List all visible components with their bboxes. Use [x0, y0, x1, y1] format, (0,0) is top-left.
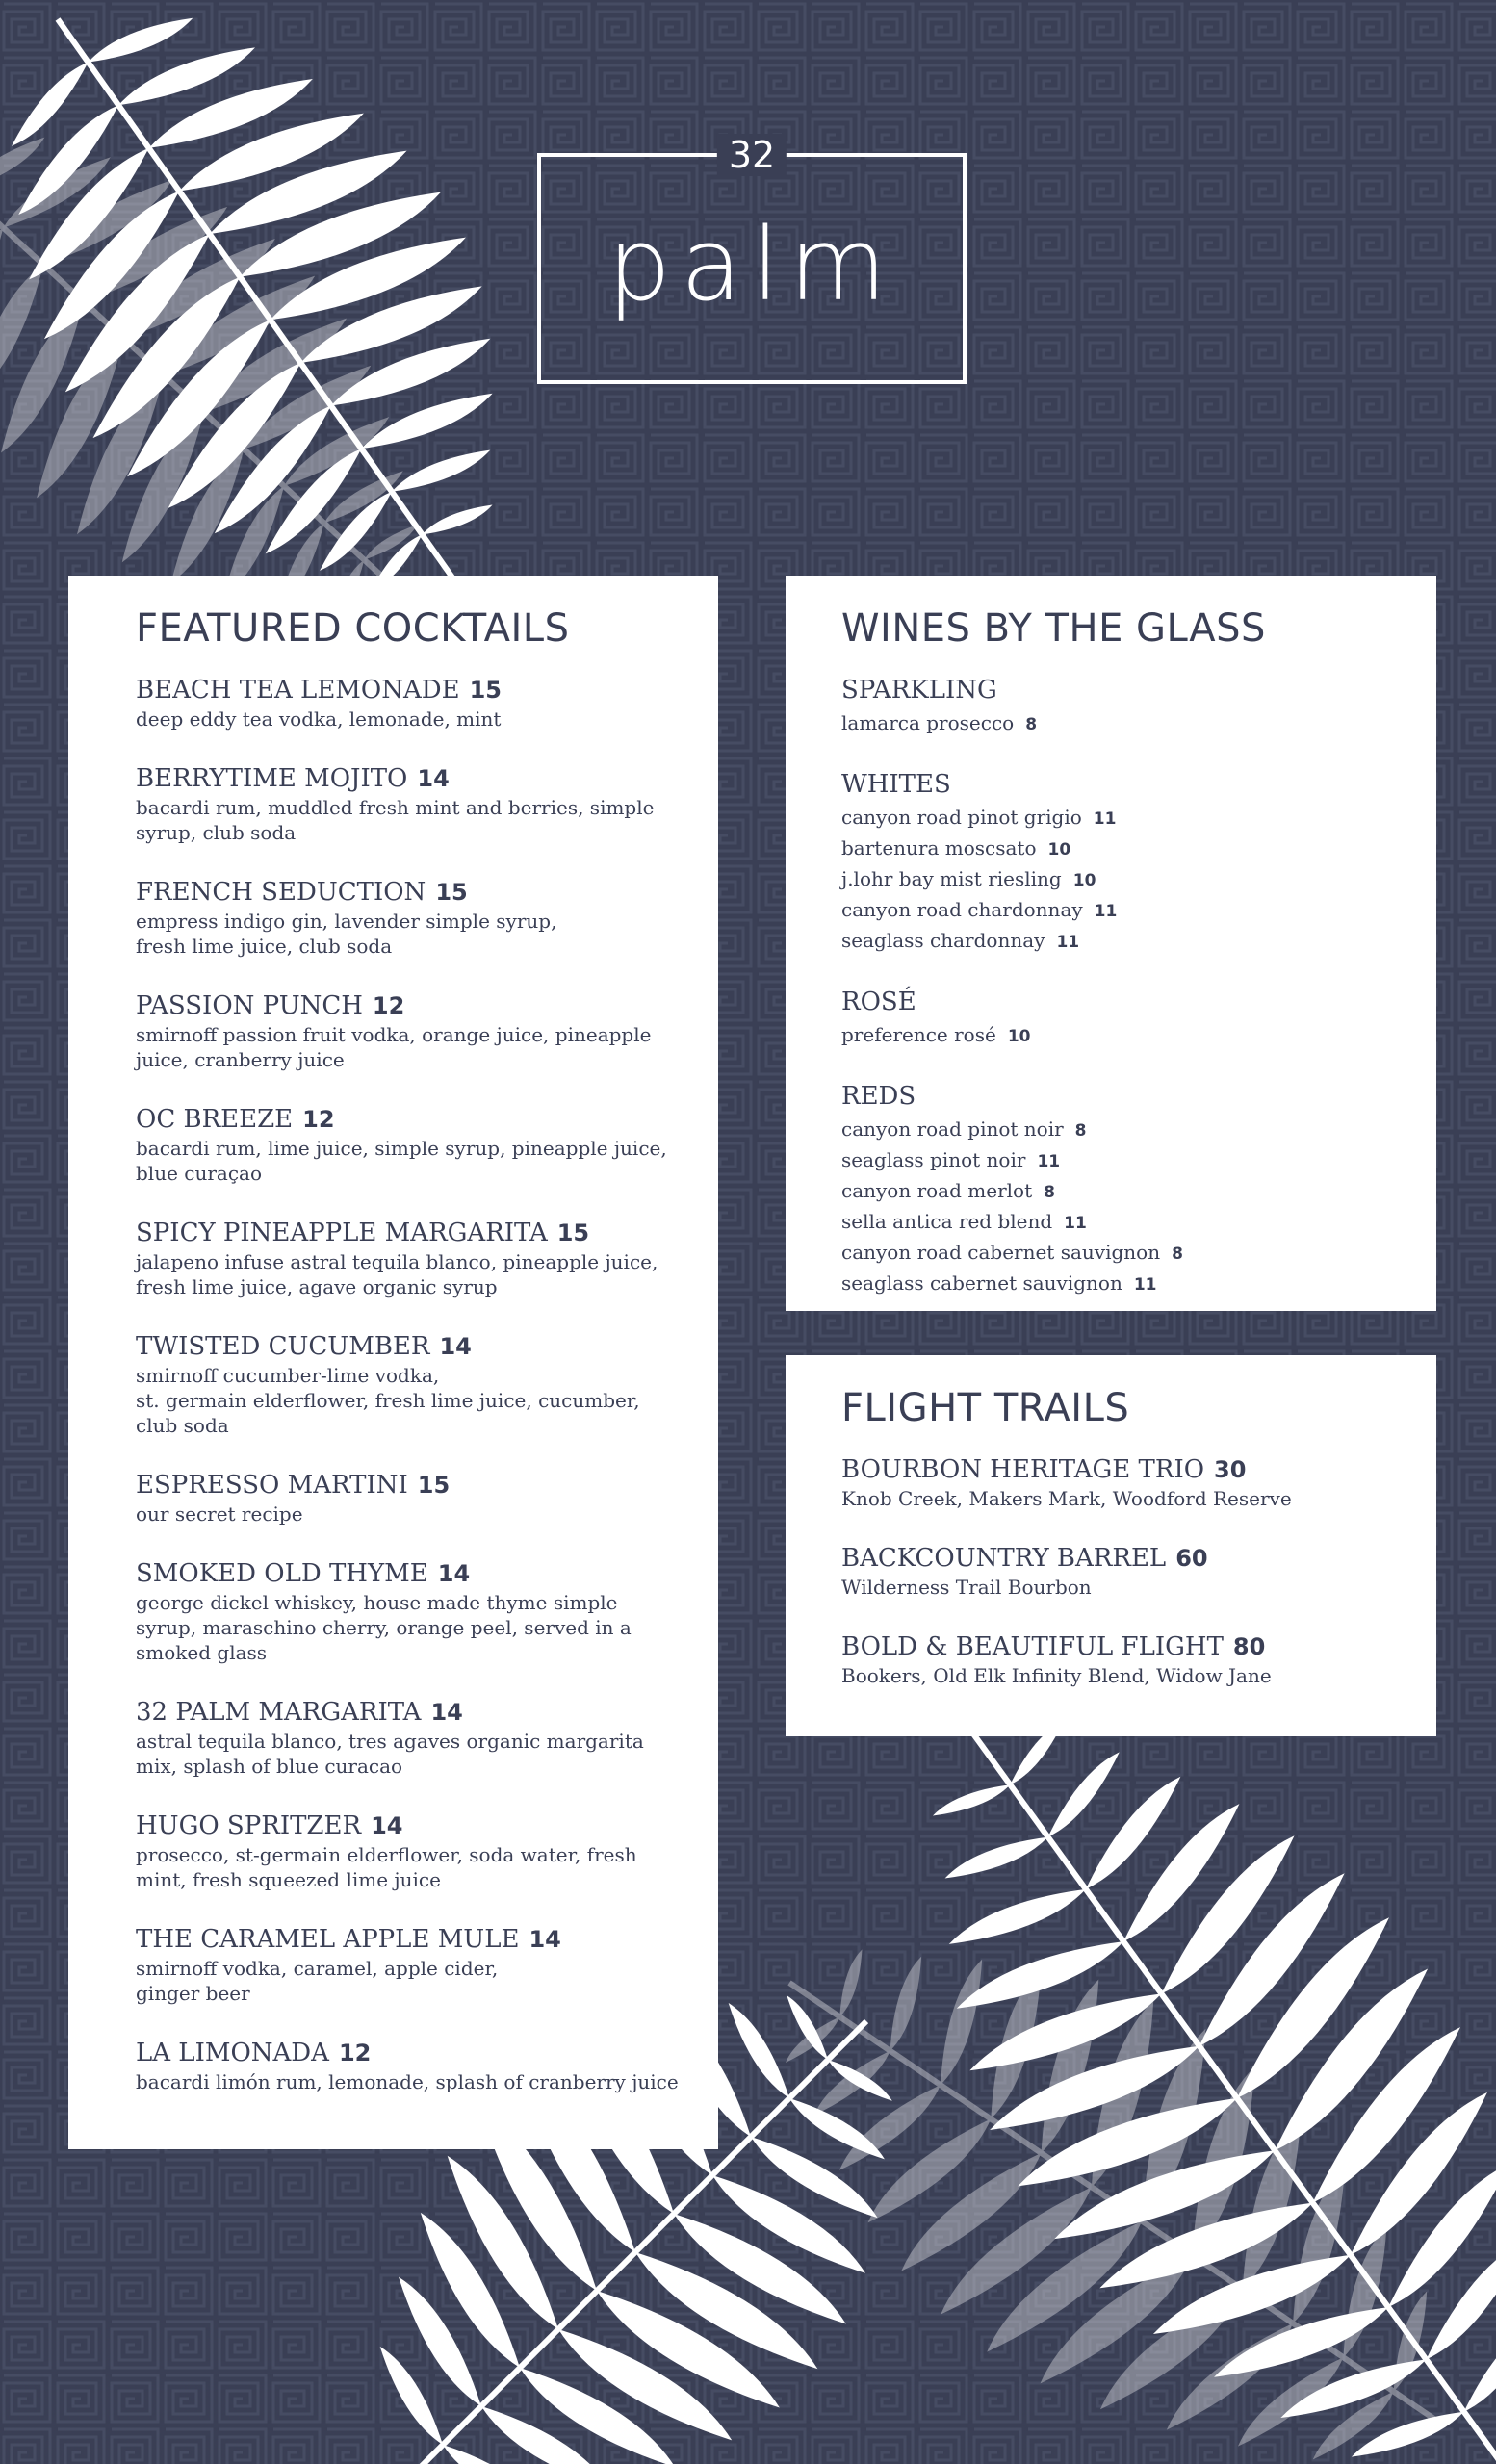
wine-group-heading: SPARKLING [841, 676, 997, 705]
item-name: BERRYTIME MOJITO [136, 764, 408, 793]
item-price: 15 [469, 677, 502, 704]
wine-price: 11 [1094, 902, 1118, 921]
wine-price: 10 [1072, 871, 1096, 890]
item-description: prosecco, st-germain elderflower, soda water, fresh [136, 1843, 637, 1866]
logo-number: 32 [717, 134, 787, 176]
menu-item [136, 1923, 718, 2006]
menu-item [136, 876, 718, 959]
item-name: ESPRESSO MARTINI [136, 1471, 408, 1500]
menu-item [136, 1469, 718, 1527]
item-price: 12 [338, 2040, 372, 2066]
item-description: syrup, club soda [136, 821, 297, 844]
wine-name: canyon road pinot grigio [841, 806, 1082, 829]
item-price: 14 [430, 1699, 463, 1726]
wine-item [841, 864, 1436, 895]
cocktails-title: FEATURED COCKTAILS [136, 606, 570, 651]
wine-name: canyon road chardonnay [841, 898, 1083, 921]
item-title [136, 1217, 718, 1249]
featured-cocktails-panel [68, 576, 718, 2149]
wine-item [841, 1176, 1436, 1207]
wine-name: bartenura moscsato [841, 836, 1037, 860]
wine-name: seaglass cabernet sauvignon [841, 1271, 1122, 1295]
wine-group-heading: WHITES [841, 770, 951, 799]
item-title [841, 1630, 1436, 1663]
item-name: BEACH TEA LEMONADE [136, 676, 460, 705]
item-price: 14 [529, 1926, 561, 1953]
item-name: OC BREEZE [136, 1105, 294, 1134]
item-description: deep eddy tea vodka, lemonade, mint [136, 707, 502, 731]
wine-price: 8 [1172, 1245, 1183, 1264]
item-price: 30 [1214, 1456, 1247, 1483]
wine-price: 11 [1037, 1152, 1061, 1171]
wine-item [841, 895, 1436, 926]
menu-item [136, 989, 718, 1072]
item-description: Bookers, Old Elk Infinity Blend, Widow Jane [841, 1664, 1272, 1687]
wine-price: 11 [1056, 933, 1080, 952]
item-price: 15 [556, 1219, 590, 1246]
item-description: george dickel whiskey, house made thyme simple [136, 1591, 618, 1614]
item-title [136, 876, 718, 909]
item-price: 80 [1232, 1633, 1266, 1660]
wine-price: 8 [1044, 1183, 1055, 1202]
item-title [136, 1103, 718, 1136]
item-description: Knob Creek, Makers Mark, Woodford Reserve [841, 1487, 1292, 1510]
wine-name: canyon road merlot [841, 1179, 1033, 1202]
menu-item [136, 1330, 718, 1438]
wine-group-heading: REDS [841, 1082, 916, 1111]
item-name: SMOKED OLD THYME [136, 1559, 428, 1588]
wine-name: sella antica red blend [841, 1210, 1053, 1233]
item-description: Wilderness Trail Bourbon [841, 1576, 1092, 1599]
item-description: ginger beer [136, 1982, 250, 2005]
item-title [136, 1330, 718, 1363]
item-description: mix, splash of blue curacao [136, 1755, 403, 1778]
wine-price: 10 [1047, 840, 1071, 860]
wine-group [841, 674, 1436, 739]
item-price: 12 [302, 1106, 335, 1133]
item-title [136, 1557, 718, 1590]
item-title [136, 2037, 718, 2069]
flight-list [841, 1453, 1436, 1688]
menu-item [136, 1696, 718, 1779]
item-description: smirnoff vodka, caramel, apple cider, [136, 1957, 499, 1980]
item-title [136, 1923, 718, 1956]
item-price: 14 [437, 1560, 471, 1587]
wines-panel [786, 576, 1436, 1311]
flight-trails-panel [786, 1355, 1436, 1736]
item-description: fresh lime juice, agave organic syrup [136, 1275, 498, 1298]
wine-price: 11 [1064, 1214, 1087, 1233]
item-price: 15 [417, 1472, 451, 1499]
logo-name: palm [607, 206, 896, 323]
wine-name: canyon road pinot noir [841, 1117, 1064, 1141]
item-name: BACKCOUNTRY BARREL [841, 1544, 1167, 1573]
wine-name: seaglass chardonnay [841, 929, 1045, 952]
wine-item [841, 1145, 1436, 1176]
item-description: our secret recipe [136, 1502, 303, 1526]
menu-item [136, 674, 718, 732]
wine-item [841, 708, 1436, 739]
item-description: syrup, maraschino cherry, orange peel, served in a [136, 1616, 632, 1639]
wine-list [841, 674, 1436, 1299]
menu-item [841, 1453, 1436, 1511]
wine-name: lamarca prosecco [841, 711, 1015, 734]
wine-item [841, 1020, 1436, 1051]
logo-frame [537, 134, 967, 384]
item-name: BOURBON HERITAGE TRIO [841, 1455, 1205, 1484]
wines-title: WINES BY THE GLASS [841, 606, 1266, 651]
item-name: PASSION PUNCH [136, 991, 363, 1020]
item-price: 60 [1175, 1545, 1208, 1572]
wine-item [841, 1115, 1436, 1145]
item-description: club soda [136, 1414, 229, 1437]
wine-name: seaglass pinot noir [841, 1148, 1026, 1171]
item-name: HUGO SPRITZER [136, 1811, 362, 1840]
item-description: empress indigo gin, lavender simple syrup, [136, 910, 557, 933]
item-title [136, 674, 718, 706]
wine-item [841, 834, 1436, 864]
item-description: bacardi limón rum, lemonade, splash of cranberry juice [136, 2070, 679, 2093]
item-price: 15 [435, 879, 468, 906]
item-description: jalapeno infuse astral tequila blanco, pineapple juice, [136, 1250, 658, 1273]
item-title [136, 1696, 718, 1729]
item-name: TWISTED CUCUMBER [136, 1332, 430, 1361]
wine-group [841, 768, 1436, 957]
item-price: 14 [371, 1812, 403, 1839]
item-description: bacardi rum, lime juice, simple syrup, pineapple juice, [136, 1137, 667, 1160]
item-title [136, 989, 718, 1022]
wine-item [841, 1269, 1436, 1299]
menu-item [136, 1103, 718, 1186]
menu-item [136, 1557, 718, 1665]
item-price: 14 [439, 1333, 472, 1360]
wine-group [841, 1080, 1436, 1299]
wine-name: canyon road cabernet sauvignon [841, 1241, 1161, 1264]
item-title [841, 1453, 1436, 1486]
item-price: 12 [372, 992, 405, 1019]
wine-name: preference rosé [841, 1023, 996, 1046]
wine-price: 8 [1025, 715, 1038, 734]
wine-group [841, 986, 1436, 1051]
item-title [136, 1469, 718, 1502]
menu-item [136, 1810, 718, 1892]
wine-name: j.lohr bay mist riesling [841, 867, 1062, 890]
item-description: smirnoff cucumber-lime vodka, [136, 1364, 440, 1387]
menu-item [136, 1217, 718, 1299]
item-description: smirnoff passion fruit vodka, orange juice, pineapple [136, 1023, 652, 1046]
item-title [136, 1810, 718, 1842]
item-description: mint, fresh squeezed lime juice [136, 1868, 441, 1891]
item-price: 14 [417, 765, 450, 792]
item-title [841, 1542, 1436, 1575]
wine-item [841, 926, 1436, 957]
item-name: BOLD & BEAUTIFUL FLIGHT [841, 1632, 1224, 1661]
item-description: blue curaçao [136, 1162, 263, 1185]
item-description: smoked glass [136, 1641, 268, 1664]
wine-item [841, 1207, 1436, 1238]
item-name: FRENCH SEDUCTION [136, 878, 426, 907]
item-title [136, 762, 718, 795]
wine-item [841, 803, 1436, 834]
item-name: 32 PALM MARGARITA [136, 1698, 422, 1727]
wine-item [841, 1238, 1436, 1269]
item-name: SPICY PINEAPPLE MARGARITA [136, 1219, 548, 1247]
item-name: LA LIMONADA [136, 2039, 329, 2067]
menu-item [841, 1630, 1436, 1688]
item-description: fresh lime juice, club soda [136, 935, 393, 958]
wine-price: 11 [1133, 1275, 1157, 1295]
menu-item [136, 2037, 718, 2094]
wine-group-heading: ROSÉ [841, 988, 916, 1016]
wine-price: 10 [1007, 1027, 1031, 1046]
item-name: THE CARAMEL APPLE MULE [136, 1925, 520, 1954]
wine-price: 8 [1074, 1121, 1087, 1141]
item-description: juice, cranberry juice [136, 1048, 345, 1071]
item-description: astral tequila blanco, tres agaves organic margarita [136, 1730, 644, 1753]
item-description: bacardi rum, muddled fresh mint and berries, simple [136, 796, 655, 819]
flights-title: FLIGHT TRAILS [841, 1386, 1130, 1430]
menu-item [841, 1542, 1436, 1600]
menu-item [136, 762, 718, 845]
item-description: st. germain elderflower, fresh lime juice, cucumber, [136, 1389, 640, 1412]
cocktail-list [136, 674, 718, 2094]
wine-price: 11 [1093, 809, 1117, 829]
